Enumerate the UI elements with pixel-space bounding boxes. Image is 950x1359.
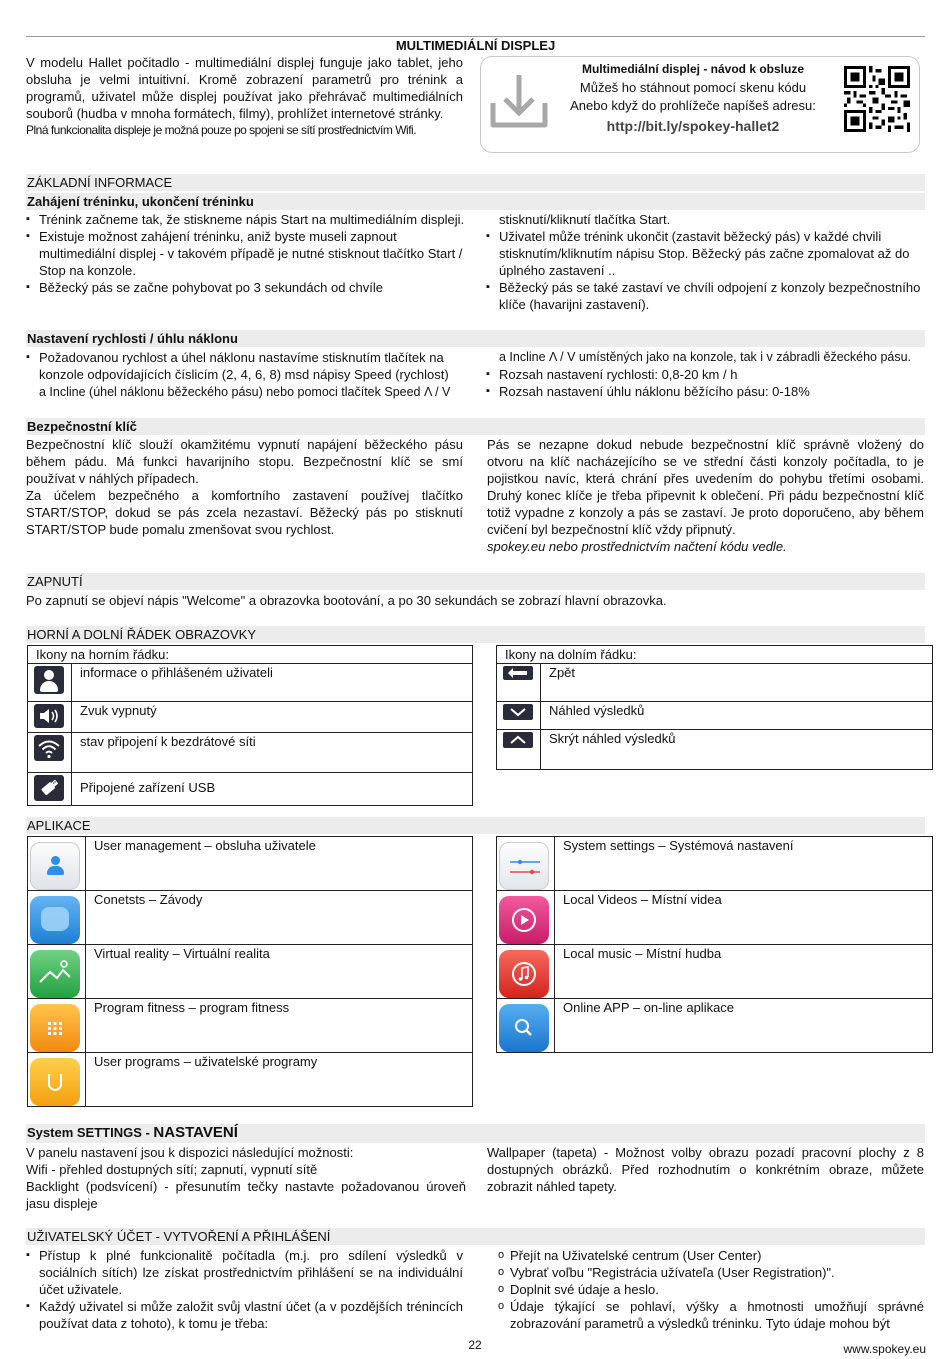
system-settings-app-icon — [499, 842, 549, 890]
app-label: Online APP – on-line aplikace — [555, 999, 933, 1053]
bottom-row-label: Zpět — [541, 664, 933, 702]
app-label: System settings – Systémová nastavení — [555, 837, 933, 891]
app-label: Conetsts – Závody — [86, 891, 473, 945]
top-row-label: stav připojení k bezdrátové síti — [72, 733, 473, 773]
power-text: Po zapnutí se objeví nápis "Welcome" a obrazovka bootování, a po 30 sekundách se zobrazí hlavní obrazovka. — [26, 593, 667, 608]
settings-right: Wallpaper (tapeta) - Možnost volby obrazu pozadí pracovní plochy z 8 dostupných obrázků. Před rozhodnutím o konkrétním obraze, můžete zobrazit náhled tapety. — [487, 1145, 924, 1194]
safety-right-p1: Pás se nezapne dokud nebude bezpečnostní klíč správně vložený do otvoru na klíč nacházejícího se ve střední části konzoly počítadla, to je pojistkou navíc, která chrání přes uvedením do pohybu třetími osobami. Druhý konec klíče je třeba připevnit k oblečení. Při pádu bezpečnostní klíč totiž vypadne z konzoly a pás se zastaví. Je proto doporučeno, aby během cvičení byl bezpečnostní klíč vždy připnutý. — [487, 437, 924, 537]
app-label: Local music – Místní hudba — [555, 945, 933, 999]
account-right-list — [498, 1247, 924, 1332]
section-heading-apps: APLIKACE — [26, 817, 925, 834]
settings-heading-a: System SETTINGS - — [27, 1125, 154, 1140]
list-item: ▪ Existuje možnost zahájení tréninku, aniž byste museli zapnout multimediální displej - v takovém případě je nutné stisknout tlačítko Start / Stop na konzole. — [26, 228, 466, 279]
contests-app-icon — [30, 896, 80, 944]
subheading-training: Zahájení tréninku, ukončení tréninku — [26, 193, 925, 210]
user-programs-app-icon — [30, 1058, 80, 1106]
top-row-header: Ikony na horním řádku: — [28, 646, 473, 664]
safety-left-p1: Bezpečnostní klíč slouží okamžitému vypnutí napájení běžeckého pásu během pádu. Má funkci havarijního stopu. Bezpečnostní klíč se smí používat v náhlých případech. — [26, 437, 463, 486]
bottom-row-label: Náhled výsledků — [541, 702, 933, 730]
app-label: Program fitness – program fitness — [86, 999, 473, 1053]
apps-right-table — [496, 836, 933, 1053]
speed-right-continuation: a Incline Λ / V umístěných jako na konzole, tak i v zábradli ěžeckého pásu. — [499, 350, 912, 364]
app-label: User programs – uživatelské programy — [86, 1053, 473, 1107]
online-app-icon — [499, 1004, 549, 1052]
page-number: 22 — [468, 1338, 482, 1352]
list-item: o Přejít na Uživatelské centrum (User Center) — [498, 1247, 924, 1264]
speaker-muted-icon — [34, 704, 64, 728]
chevron-down-icon — [503, 704, 533, 720]
top-row-label: Zvuk vypnutý — [72, 702, 473, 733]
program-fitness-app-icon — [30, 1004, 80, 1052]
app-label: User management – obsluha uživatele — [86, 837, 473, 891]
settings-line: Wifi - přehled dostupných sítí; zapnutí, vypnutí sítě — [26, 1162, 318, 1177]
qr-code — [844, 66, 910, 132]
intro-text — [26, 54, 463, 139]
intro-note: Plná funkcionalita displeje je možná pouze po spojeni se sítí prostřednictvím Wifi. — [26, 123, 417, 137]
top-row-label: Připojené zařízení USB — [72, 773, 473, 806]
download-box-line1: Můžeš ho stáhnout pomocí skenu kódu — [579, 80, 807, 95]
list-item: ▪ Přístup k plné funkcionalitě počítadla (m.j. pro sdílení výsledků v sociálních sítích) lze získat prostřednictvím přihlášení se na individuální účet uživatele. — [26, 1247, 463, 1298]
list-item: o Údaje týkající se pohlaví, výšky a hmotnosti umožňují správné zobrazování parametrů a výsledků tréninku. Tyto údaje mohou být — [498, 1298, 924, 1332]
virtual-reality-app-icon — [30, 950, 80, 998]
download-box-title: Multimediální displej - návod k obsluze — [581, 62, 805, 76]
user-icon — [34, 666, 64, 694]
list-item: ▪ Trénink začneme tak, že stiskneme nápis Start na multimediálním displeji. — [26, 211, 466, 228]
safety-left — [26, 436, 463, 538]
intro-paragraph: V modelu Hallet počitadlo - multimediální displej funguje jako tablet, jeho obsluha je velmi intuitivní. Kromě zobrazení parametrů pro trénink a programů, uživatel může displej používat jako přehrávač multimediálních souborů (hudba v mnoha formátech, filmy), prohlížet internetové stránky. — [26, 55, 463, 121]
top-row-icons-table — [27, 645, 473, 806]
basic-left-list — [26, 211, 466, 296]
user-management-app-icon — [30, 842, 80, 890]
download-box-line2: Anebo když do prohlížeče napíšeš adresu: — [570, 98, 816, 113]
bottom-row-header: Ikony na dolním řádku: — [497, 646, 933, 664]
list-item: ▪ Běžecký pás se také zastaví ve chvíli odpojení z konzoly bezpečnostního klíče (havarijni zastavení). — [486, 279, 924, 313]
section-heading-settings — [26, 1124, 925, 1143]
list-item: ▪ Rozsah nastavení rychlosti: 0,8-20 km / h — [486, 366, 924, 383]
section-heading-power: ZAPNUTÍ — [26, 573, 925, 590]
download-box-url[interactable]: http://bit.ly/spokey-hallet2 — [606, 118, 780, 134]
usb-icon — [34, 775, 64, 801]
section-heading-rows: HORNÍ A DOLNÍ ŘÁDEK OBRAZOVKY — [26, 626, 925, 643]
list-item: ▪ Uživatel může trénink ukončit (zastavit běžecký pás) v každé chvili stisknutím/kliknutím nápisu Stop. Běžecký pás začne zpomalovat až do úplného zastavení .. — [486, 228, 924, 279]
safety-right — [487, 436, 924, 555]
app-label: Virtual reality – Virtuální realita — [86, 945, 473, 999]
speed-left-list — [26, 349, 466, 401]
section-heading-account: UŽIVATELSKÝ ÚČET - VYTVOŘENÍ A PŘIHLÁŠENÍ — [26, 1228, 925, 1245]
basic-right-continuation: stisknutí/kliknutí tlačítka Start. — [499, 212, 671, 227]
safety-left-p2: Za účelem bezpečného a komfortního zastavení používej tlačítko START/STOP, dokud se pás zcela nezastaví. Běžecký pás po stisknutí START/STOP bude pomalu zmenšovat svou rychlost. — [26, 488, 463, 537]
apps-left-table — [27, 836, 473, 1107]
chevron-up-icon — [503, 732, 533, 748]
list-item: ▪ Každý uživatel si může založit svůj vlastní účet (a v pozdějších trénincích používat data z tohoto), k tomu je třeba: — [26, 1298, 463, 1332]
speed-left-cont: a Incline (úhel náklonu běžeckého pásu) nebo pomoci tlačítek Speed Λ / V — [39, 385, 451, 399]
footer-website[interactable]: www.spokey.eu — [843, 1342, 926, 1356]
list-item: ▪ Rozsah nastavení úhlu náklonu běžícího pásu: 0-18% — [486, 383, 924, 400]
section-heading-basic: ZÁKLADNÍ INFORMACE — [26, 174, 925, 191]
local-music-app-icon — [499, 950, 549, 998]
subheading-safety: Bezpečnostní klíč — [26, 418, 925, 435]
list-item: o Doplnit své údaje a heslo. — [498, 1281, 924, 1298]
page-title: MULTIMEDIÁLNÍ DISPLEJ — [395, 38, 556, 53]
back-arrow-icon — [503, 666, 533, 680]
account-left-list — [26, 1247, 463, 1332]
settings-line: Backlight (podsvícení) - přesunutím tečky nastavte požadovanou úroveň jasu displeje — [26, 1179, 466, 1211]
basic-right-list — [486, 228, 924, 313]
settings-left — [26, 1144, 466, 1212]
subheading-speed: Nastavení rychlosti / úhlu náklonu — [26, 330, 925, 347]
speed-right-list — [486, 366, 924, 400]
settings-heading-b: NASTAVENÍ — [153, 1124, 238, 1141]
top-row-label: informace o přihlášeném uživateli — [72, 664, 473, 702]
app-label: Local Videos – Místní videa — [555, 891, 933, 945]
local-videos-app-icon — [499, 896, 549, 944]
list-item: ▪ Požadovanou rychlost a úhel náklonu nastavíme stisknutím tlačítek na konzole odpovídajících číslicím (2, 4, 6, 8) msd nápisy Speed (rychlost) a Incline (úhel náklonu běžeckého pásu) nebo pomoci tlačítek Speed Λ / V — [26, 349, 466, 401]
bottom-row-icons-table — [496, 645, 933, 770]
list-item: o Vybrať voľbu "Registrácia užívateľa (User Registration)". — [498, 1264, 924, 1281]
list-item: ▪ Běžecký pás se začne pohybovat po 3 sekundách od chvíle — [26, 279, 466, 296]
download-icon — [487, 69, 551, 133]
safety-right-p2: spokey.eu nebo prostřednictvím načtení kódu vedle. — [487, 539, 787, 554]
wifi-icon — [34, 735, 64, 761]
bottom-row-label: Skrýt náhled výsledků — [541, 730, 933, 770]
settings-line: V panelu nastavení jsou k dispozici následující možnosti: — [26, 1145, 354, 1160]
